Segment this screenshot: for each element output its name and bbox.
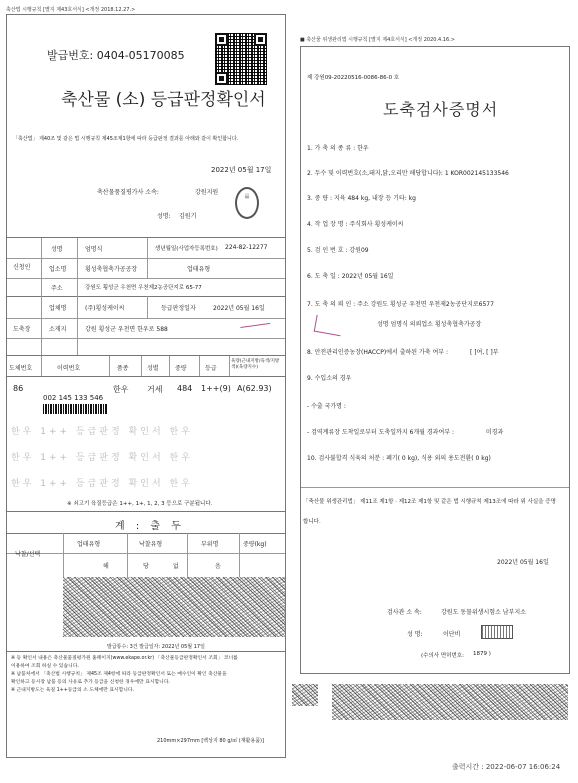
note-line: 이용하여 조회 하실 수 있습니다. <box>11 664 79 669</box>
slaughter-name-label: 업체명 <box>49 305 67 312</box>
item-label: - 검역계류장 도착일로부터 도축일까지 6개월 경과여부 : <box>307 429 454 436</box>
buyer-header-part: 부위명 <box>201 541 219 548</box>
note-line: ※ 근내지방도는 육질 1++등급의 소 도체에만 표시합니다. <box>11 688 135 693</box>
item-label: 3. 중 량 : <box>307 195 333 202</box>
grader-name-label: 성명: <box>157 213 171 220</box>
buyer-header-bid: 낙찰유형 <box>139 541 163 548</box>
left-intro: 「축산법」 제40조 및 같은 법 시행규칙 제45조제1항에 따라 등급판정 결과를 아래와 같이 확인합니다. <box>13 136 239 142</box>
buyer-header-type: 업태유형 <box>77 541 101 548</box>
row-weight: 484 <box>177 384 193 393</box>
applicant-name-label: 성명 <box>51 246 63 253</box>
grading-table <box>7 355 285 506</box>
item-value: 폐기( 0 kg), 식용 외의 용도전환( 0 kg) <box>386 455 491 462</box>
inspector-org-value: 강원도 동물위생시험소 남부지소 <box>441 609 526 616</box>
address-value: 강원도 횡성군 우천면 우천제2농공단지로 65-77 <box>85 285 202 291</box>
business-type-label: 업태유형 <box>187 266 211 273</box>
print-time: 출력시간 : 2022-06-07 16:06:24 <box>452 763 561 771</box>
applicant-table <box>7 237 285 356</box>
buyer-value: 없 <box>173 563 179 570</box>
note-line: 확인하고 등시장 납품 등의 사유로 추가 등급을 신청한 경우에만 표시합니다. <box>11 680 170 685</box>
issue-number: 발급번호: 0404-05170085 <box>47 49 185 62</box>
header-yield: 육량(근내지방/육색/지방색)(육량지수) <box>231 359 280 370</box>
buyer-value: 당 <box>143 563 149 570</box>
office-label: 축산물품질평가사 소속: <box>97 189 159 196</box>
slaughter-group: 도축장 <box>13 326 31 333</box>
note-line: ※ 납품처에서 「축산법 시행규칙」 제45조 제4항에 따라 등급판정확인서 또는 매수인이 확인 축산물을 <box>11 672 227 677</box>
item-value: 주소 강원도 횡성군 우천면 우천제2농공단지로6577 <box>357 301 494 308</box>
handwritten-signature-icon <box>314 315 344 336</box>
business-name-value: 횡성축협축가공공장 <box>85 266 138 273</box>
item-value: 미경과 <box>485 429 504 436</box>
item-label: 2. 두수 및 이력번호(소,돼지,닭,오리만 해당합니다): <box>307 170 443 177</box>
qr-code-icon <box>215 33 267 85</box>
applicant-name-value: 엄명식 <box>85 246 103 253</box>
grader-name-value: 김원기 <box>179 213 197 220</box>
left-date: 2022년 05월 17일 <box>211 166 272 174</box>
row-grade: 1++(9) <box>201 384 231 393</box>
buyer-value: 해 <box>103 563 109 570</box>
certify-text-2: 합니다. <box>303 519 321 525</box>
item-value: 주식회사 횡성케이씨 <box>349 221 404 228</box>
right-date: 2022년 05월 16일 <box>497 559 549 566</box>
note-line: ※ 등 확인서 내용은 축산물품질평가원 홈페이지(www.ekape.or.kr) 「축산물등급판정확인서 조회」 코너를 <box>11 656 238 661</box>
right-form-note: ■ 축산물 위생관리법 시행규칙 [별지 제4호서식] <개정 2020.4.16.> <box>300 37 455 43</box>
row-trace-no: 002 145 133 546 <box>43 394 104 402</box>
slaughter-addr-label: 소재지 <box>49 326 67 333</box>
buyer-table <box>7 533 285 577</box>
right-document <box>300 46 570 674</box>
item-label: 9. 수입소의 경우 <box>307 375 352 382</box>
official-seal-icon: 品 <box>235 187 259 219</box>
header-grade: 등급 <box>205 365 217 372</box>
applicant-birth-label: 생년월일(사업자등록번호) <box>155 246 218 252</box>
buyer-group: 낙찰/선택 <box>15 551 41 558</box>
row-carcass-no: 86 <box>13 384 24 393</box>
notes-block <box>11 655 283 695</box>
grading-date-label: 등급판정일자 <box>161 305 196 312</box>
paper-size: 210mm×297mm [백상지 80 g/㎡ (재활용품)] <box>157 738 264 744</box>
office-value: 강원지원 <box>195 189 219 196</box>
buyer-header-weight: 중량(kg) <box>243 541 267 548</box>
slaughter-addr-value: 강원 횡성군 우천면 한우로 588 <box>85 326 168 333</box>
inspector-seal-icon <box>481 625 513 639</box>
slaughter-name-value: (주)횡성케이씨 <box>85 305 125 312</box>
security-pattern <box>292 684 318 706</box>
security-pattern <box>63 577 285 637</box>
left-form-note: 축산법 시행규칙 [별지 제43호서식] <개정 2018.12.27.> <box>6 7 136 13</box>
item-value: 2022년 05월 16일 <box>341 273 394 280</box>
row-yield: A(62.93) <box>237 384 272 393</box>
buyer-value: 음 <box>215 563 221 570</box>
item-value: 한우 <box>357 145 369 152</box>
item-label: - 수출 국가명 : <box>307 403 346 410</box>
header-carcass-no: 도체번호 <box>9 365 33 372</box>
left-document <box>6 14 286 758</box>
license-value: 1879 ) <box>473 651 491 657</box>
inspector-name-value: 이단비 <box>443 631 461 638</box>
business-name-label: 업소명 <box>49 266 67 273</box>
item-value: 강원09 <box>349 247 369 254</box>
certify-text-1: 「축산물 위생관리법」 제11조 제1항 · 제12조 제1항 및 같은 법 시행규칙 제13조에 따라 위 사실을 증명 <box>303 499 556 505</box>
right-title: 도축검사증명서 <box>383 100 499 119</box>
left-title: 축산물 (소) 등급판정확인서 <box>61 90 266 110</box>
inspector-org-label: 검사관 소 속: <box>387 609 422 616</box>
grading-date-value: 2022년 05월 16일 <box>213 305 265 312</box>
row-sex: 거세 <box>147 385 163 394</box>
address-label: 주소 <box>51 285 63 292</box>
barcode-icon <box>43 404 107 414</box>
item-label: 5. 검 인 번 호 : <box>307 247 348 254</box>
item-label: 7. 도 축 의 뢰 인 : <box>307 301 356 308</box>
applicant-group: 신청인 <box>13 264 31 271</box>
license-label: (수의사 면허번호: <box>421 653 464 659</box>
total-count: 계 : 출 두 <box>115 521 185 532</box>
applicant-birth-value: 224-82-12277 <box>225 244 268 251</box>
header-weight: 중량 <box>175 365 187 372</box>
item-label: 10. 검사불합격 식육의 처분 : <box>307 455 385 462</box>
item-label: 6. 도 축 일 : <box>307 273 340 280</box>
watermark-row: 한우 1++ 등급판정 확인서 한우 <box>11 479 193 489</box>
row-breed: 한우 <box>113 385 129 394</box>
watermark-row: 한우 1++ 등급판정 확인서 한우 <box>11 427 193 437</box>
item-value: [ ]여, [ ]부 <box>469 349 499 356</box>
security-pattern <box>332 684 568 720</box>
issue-footer: 발급통수: 3건 발급일자: 2022년 05월 17일 <box>107 644 205 650</box>
item-value: 1 KOR002145133546 <box>444 170 509 177</box>
header-trace-no: 이력번호 <box>57 365 81 372</box>
item-label: 4. 작 업 장 명 : <box>307 221 348 228</box>
header-sex: 성별 <box>147 365 159 372</box>
item-label: 1. 가 축 의 종 류 : <box>307 145 356 152</box>
watermark-row: 한우 1++ 등급판정 확인서 한우 <box>11 453 193 463</box>
item-label: 8. 안전관리인증농장(HACCP)에서 출하된 가축 여부 : <box>307 349 449 356</box>
grade-note: ※ 쇠고기 육질등급은 1++, 1+, 1, 2, 3 등으로 구분됩니다. <box>67 501 213 507</box>
header-breed: 품종 <box>117 365 129 372</box>
inspector-name-label: 성 명: <box>407 631 423 638</box>
item-value: 성명 엄명식 의뢰업소 횡성축협축가공장 <box>377 321 482 328</box>
item-value: 지육 484 kg, 내장 등 기타: kg <box>333 195 416 202</box>
doc-number: 제 강원09-20220516-0086-86-0 호 <box>307 75 400 81</box>
